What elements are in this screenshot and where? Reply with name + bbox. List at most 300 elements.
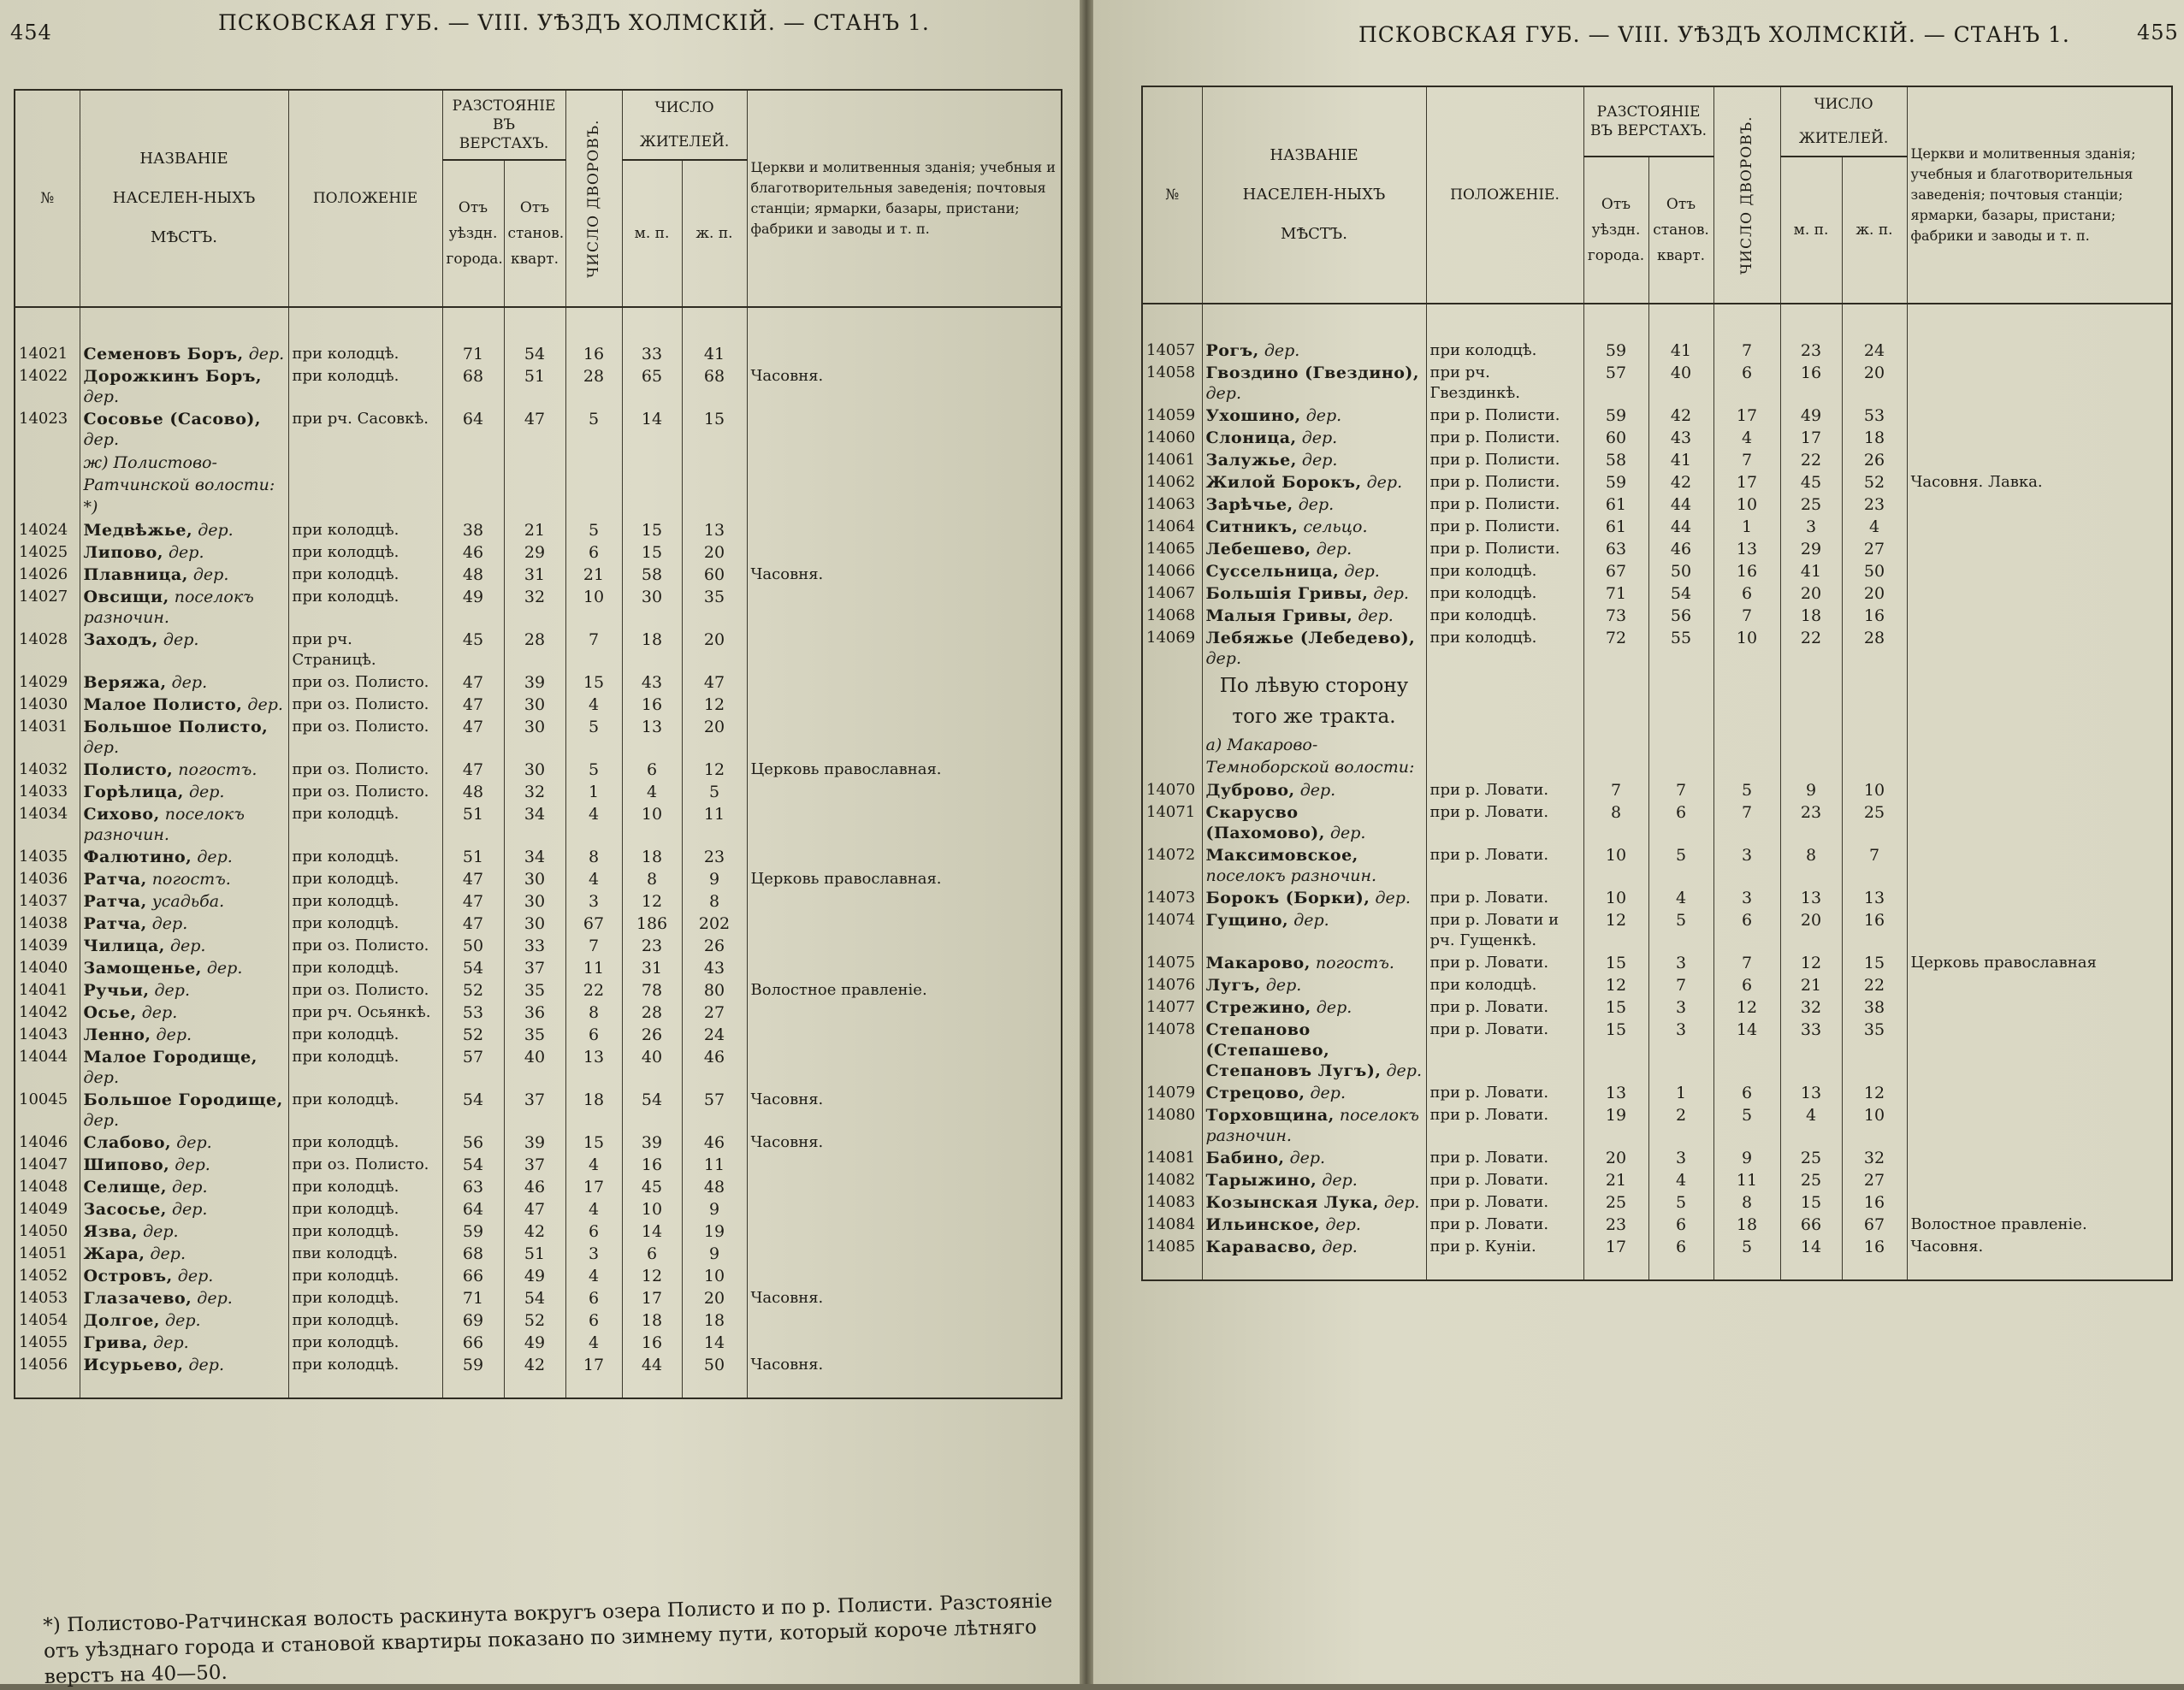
place-name-cell (80, 1131, 288, 1153)
note-cell (747, 934, 1062, 956)
table-row (15, 1220, 1062, 1242)
place-name-cell (80, 1197, 288, 1220)
left-register-table (14, 89, 1062, 1399)
position-cell: при оз. Полисто. (288, 1153, 442, 1175)
distance-town-cell: 47 (442, 867, 504, 889)
female-cell: 46 (682, 1131, 747, 1153)
male-cell: 33 (1780, 1018, 1842, 1081)
households-cell: 1 (1713, 515, 1780, 537)
table-row (15, 956, 1062, 978)
place-name: Долгое, (83, 1311, 160, 1330)
note-cell (1907, 908, 2172, 951)
households-cell: 4 (565, 1197, 622, 1220)
place-name-cell (80, 1286, 288, 1309)
distance-station-cell: 7 (1648, 778, 1713, 801)
households-cell: 7 (1713, 951, 1780, 973)
note-cell (747, 628, 1062, 671)
table-row (15, 758, 1062, 780)
households-cell: 4 (565, 867, 622, 889)
female-cell: 15 (682, 407, 747, 450)
position-cell: при колодцѣ. (288, 1331, 442, 1353)
note-cell (1907, 1018, 2172, 1081)
place-kind: дер. (150, 1244, 186, 1263)
book-gutter (1080, 0, 1093, 1684)
note-cell (1907, 361, 2172, 404)
note-cell (747, 715, 1062, 758)
header-no: № (1142, 86, 1202, 304)
spacer-cell (622, 1375, 682, 1398)
place-kind: дер. (176, 1133, 212, 1152)
place-name-cell (80, 1309, 288, 1331)
row-number: 14082 (1142, 1168, 1202, 1191)
table-row (1142, 1018, 2172, 1081)
header-residents: ЧИСЛО ЖИТЕЛЕЙ. (622, 90, 747, 160)
row-number: 14046 (15, 1131, 80, 1153)
female-cell: 48 (682, 1175, 747, 1197)
header-name: НАЗВАНІЕ НАСЕЛЕН-НЫХЪ МѢСТЪ. (80, 90, 288, 307)
position-cell: при р. Ловати. (1426, 1103, 1583, 1146)
place-kind: дер. (153, 1333, 189, 1352)
note-cell (1907, 778, 2172, 801)
place-kind: дер. (1375, 889, 1411, 907)
distance-town-cell: 53 (442, 1001, 504, 1023)
place-name-cell (80, 628, 288, 671)
female-cell: 15 (1842, 951, 1907, 973)
row-number: 14052 (15, 1264, 80, 1286)
male-cell: 44 (622, 1353, 682, 1375)
female-cell: 22 (1842, 973, 1907, 996)
distance-town-cell: 58 (1583, 448, 1648, 470)
distance-station-cell: 32 (504, 585, 565, 628)
distance-station-cell: 30 (504, 758, 565, 780)
place-name-cell (80, 889, 288, 912)
row-number: 14026 (15, 563, 80, 585)
households-cell: 8 (565, 1001, 622, 1023)
place-name-cell (1202, 1018, 1426, 1081)
row-number: 14053 (15, 1286, 80, 1309)
place-name: Осье, (83, 1003, 137, 1022)
households-cell: 6 (565, 1023, 622, 1045)
note-cell (1907, 448, 2172, 470)
place-name: Язва, (83, 1222, 139, 1241)
position-cell: при оз. Полисто. (288, 671, 442, 693)
place-name-cell (80, 364, 288, 407)
place-kind: дер. (1322, 1171, 1358, 1190)
distance-town-cell: 47 (442, 671, 504, 693)
distance-town-cell: 38 (442, 518, 504, 541)
distance-town-cell: 51 (442, 845, 504, 867)
male-cell: 39 (622, 1131, 682, 1153)
position-cell: при колодцѣ. (1426, 582, 1583, 604)
households-cell: 6 (1713, 361, 1780, 404)
row-number: 14035 (15, 845, 80, 867)
note-cell: Часовня. (747, 1088, 1062, 1131)
row-number: 14049 (15, 1197, 80, 1220)
place-kind: дер. (198, 521, 234, 540)
table-row (1142, 801, 2172, 843)
place-name-cell (80, 342, 288, 364)
spacer-cell (1648, 1257, 1713, 1280)
place-name: Малое Городище, (83, 1048, 257, 1067)
note-cell (747, 845, 1062, 867)
place-kind: дер. (192, 565, 229, 584)
distance-town-cell: 54 (442, 1088, 504, 1131)
position-cell: при р. Ловати. (1426, 1168, 1583, 1191)
place-name: Малое Полисто, (83, 695, 243, 714)
note-cell (747, 889, 1062, 912)
table-row (1142, 1146, 2172, 1168)
place-name: Макарово, (1205, 954, 1311, 972)
table-row (15, 450, 1062, 518)
table-row (1142, 732, 2172, 778)
place-name-cell (1202, 559, 1426, 582)
place-kind: дер. (83, 387, 119, 406)
place-name-cell (80, 956, 288, 978)
place-name: Сихово, (83, 805, 160, 824)
female-cell: 27 (1842, 1168, 1907, 1191)
female-cell: 50 (682, 1353, 747, 1375)
row-number: 14076 (1142, 973, 1202, 996)
position-cell: при р. Ловати. (1426, 778, 1583, 801)
position-cell: при колодцѣ. (288, 518, 442, 541)
place-kind: дер. (1310, 1084, 1347, 1102)
households-cell: 6 (565, 1286, 622, 1309)
place-name-cell (1202, 626, 1426, 669)
position-cell: при р. Ловати. (1426, 801, 1583, 843)
male-cell: 12 (1780, 951, 1842, 973)
header-female: ж. п. (682, 160, 747, 307)
volost-heading: ж) Полистово-Ратчинской волости: *) (80, 450, 288, 518)
male-cell: 65 (622, 364, 682, 407)
right-page (1093, 0, 2184, 1684)
note-cell (747, 1001, 1062, 1023)
female-cell: 14 (682, 1331, 747, 1353)
place-name-cell (80, 1088, 288, 1131)
row-number: 14029 (15, 671, 80, 693)
place-name: Медвѣжье, (83, 521, 193, 540)
spacer-cell (1583, 304, 1648, 339)
header-dist-town: Отъ уѣздн. города. (442, 160, 504, 307)
place-name: Слабово, (83, 1133, 172, 1152)
distance-station-cell: 41 (1648, 448, 1713, 470)
distance-station-cell: 21 (504, 518, 565, 541)
distance-station-cell: 42 (1648, 404, 1713, 426)
table-row (1142, 515, 2172, 537)
male-cell: 14 (1780, 1235, 1842, 1257)
female-cell: 53 (1842, 404, 1907, 426)
female-cell: 23 (1842, 493, 1907, 515)
place-name-cell (80, 1175, 288, 1197)
note-cell (1907, 1168, 2172, 1191)
note-cell (1907, 996, 2172, 1018)
place-name-cell (80, 585, 288, 628)
place-kind: поселокъ разночин. (1205, 1106, 1419, 1145)
place-name-cell (1202, 470, 1426, 493)
distance-town-cell: 48 (442, 780, 504, 802)
distance-station-cell: 6 (1648, 801, 1713, 843)
row-no-cell (15, 450, 80, 518)
male-cell: 12 (622, 1264, 682, 1286)
households-cell: 5 (565, 518, 622, 541)
table-row (1142, 1191, 2172, 1213)
spacer-cell (1583, 1257, 1648, 1280)
position-cell: при р. Полисти. (1426, 537, 1583, 559)
row-number: 14058 (1142, 361, 1202, 404)
place-kind: дер. (197, 1289, 233, 1308)
male-cell: 4 (1780, 1103, 1842, 1146)
place-kind: дер. (143, 1222, 179, 1241)
place-kind: дер. (188, 1356, 224, 1374)
female-cell: 16 (1842, 908, 1907, 951)
distance-town-cell: 59 (1583, 470, 1648, 493)
place-kind: дер. (172, 1178, 208, 1197)
position-cell: при колодцѣ. (288, 342, 442, 364)
note-cell (747, 1023, 1062, 1045)
empty-cell (747, 450, 1062, 518)
male-cell: 22 (1780, 448, 1842, 470)
distance-town-cell: 13 (1583, 1081, 1648, 1103)
male-cell: 25 (1780, 493, 1842, 515)
place-kind: дер. (171, 1200, 208, 1219)
place-name: Замощенье, (83, 959, 202, 978)
place-kind: дер. (1301, 428, 1338, 447)
position-cell: при р. Ловати. (1426, 843, 1583, 886)
row-number: 14027 (15, 585, 80, 628)
table-row (1142, 973, 2172, 996)
households-cell: 16 (1713, 559, 1780, 582)
female-cell: 52 (1842, 470, 1907, 493)
spacer-cell (15, 1375, 80, 1398)
male-cell: 9 (1780, 778, 1842, 801)
position-cell: при колодцѣ. (288, 1023, 442, 1045)
female-cell: 27 (1842, 537, 1907, 559)
male-cell: 78 (622, 978, 682, 1001)
table-row (15, 563, 1062, 585)
place-name-cell (1202, 537, 1426, 559)
distance-town-cell: 25 (1583, 1191, 1648, 1213)
distance-town-cell: 50 (442, 934, 504, 956)
male-cell: 30 (622, 585, 682, 628)
distance-station-cell: 3 (1648, 951, 1713, 973)
row-number: 14043 (15, 1023, 80, 1045)
distance-town-cell: 61 (1583, 493, 1648, 515)
place-kind: дер. (1205, 649, 1241, 668)
note-cell: Волостное правленіе. (747, 978, 1062, 1001)
male-cell: 25 (1780, 1146, 1842, 1168)
position-cell: при р. Ловати. (1426, 886, 1583, 908)
place-name: Глазачево, (83, 1289, 192, 1308)
table-row (1142, 582, 2172, 604)
households-cell: 28 (565, 364, 622, 407)
female-cell: 18 (1842, 426, 1907, 448)
distance-town-cell: 63 (442, 1175, 504, 1197)
place-name: Стрецово, (1205, 1084, 1305, 1102)
row-number: 14033 (15, 780, 80, 802)
table-row (15, 715, 1062, 758)
note-cell (747, 342, 1062, 364)
table-row (15, 541, 1062, 563)
place-name: Жара, (83, 1244, 145, 1263)
spacer-row (15, 307, 1062, 342)
table-row (15, 978, 1062, 1001)
distance-town-cell: 68 (442, 364, 504, 407)
spacer-cell (1713, 304, 1780, 339)
distance-station-cell: 39 (504, 1131, 565, 1153)
distance-town-cell: 72 (1583, 626, 1648, 669)
distance-station-cell: 51 (504, 1242, 565, 1264)
place-name: Лебешево, (1205, 540, 1311, 558)
households-cell: 6 (565, 1309, 622, 1331)
female-cell: 16 (1842, 1191, 1907, 1213)
place-kind: дер. (165, 1311, 201, 1330)
position-cell: при колодцѣ. (288, 956, 442, 978)
female-cell: 20 (1842, 582, 1907, 604)
female-cell: 80 (682, 978, 747, 1001)
spacer-cell (1842, 1257, 1907, 1280)
distance-town-cell: 56 (442, 1131, 504, 1153)
place-name: Торховщина, (1205, 1106, 1335, 1125)
distance-town-cell: 59 (1583, 339, 1648, 361)
note-cell (747, 1175, 1062, 1197)
place-kind: дер. (1264, 341, 1300, 360)
distance-station-cell: 54 (504, 1286, 565, 1309)
row-number: 14062 (1142, 470, 1202, 493)
distance-station-cell: 44 (1648, 515, 1713, 537)
distance-station-cell: 3 (1648, 996, 1713, 1018)
male-cell: 18 (1780, 604, 1842, 626)
row-number: 14077 (1142, 996, 1202, 1018)
place-name-cell (1202, 886, 1426, 908)
male-cell: 10 (622, 1197, 682, 1220)
table-row (15, 1001, 1062, 1023)
male-cell: 16 (1780, 361, 1842, 404)
empty-cell (565, 450, 622, 518)
left-page-number: 454 (10, 21, 52, 44)
table-row (1142, 1213, 2172, 1235)
row-number: 14065 (1142, 537, 1202, 559)
place-name-cell (80, 1045, 288, 1088)
row-number: 14022 (15, 364, 80, 407)
table-row (15, 934, 1062, 956)
place-name-cell (80, 912, 288, 934)
male-cell: 26 (622, 1023, 682, 1045)
place-name: Исурьево, (83, 1356, 184, 1374)
empty-cell (1426, 732, 1583, 778)
place-kind: дер. (1298, 495, 1335, 514)
place-kind: дер. (175, 1155, 210, 1174)
households-cell: 9 (1713, 1146, 1780, 1168)
table-row (15, 1286, 1062, 1309)
place-name: Ленно, (83, 1025, 151, 1044)
position-cell: при колодцѣ. (288, 867, 442, 889)
distance-town-cell: 54 (442, 956, 504, 978)
position-cell: при р. Ловати. (1426, 1018, 1583, 1081)
male-cell: 10 (622, 802, 682, 845)
distance-town-cell: 71 (442, 1286, 504, 1309)
position-cell: при колодцѣ. (288, 563, 442, 585)
note-cell (747, 518, 1062, 541)
households-cell: 16 (565, 342, 622, 364)
note-cell (747, 1153, 1062, 1175)
distance-town-cell: 52 (442, 1023, 504, 1045)
place-name-cell (80, 541, 288, 563)
female-cell: 57 (682, 1088, 747, 1131)
spacer-cell (1842, 304, 1907, 339)
female-cell: 43 (682, 956, 747, 978)
right-register-table (1141, 86, 2173, 1281)
female-cell: 18 (682, 1309, 747, 1331)
row-number: 14036 (15, 867, 80, 889)
distance-station-cell: 3 (1648, 1018, 1713, 1081)
households-cell: 7 (1713, 604, 1780, 626)
spacer-cell (288, 307, 442, 342)
households-cell: 6 (1713, 973, 1780, 996)
note-cell: Часовня. (747, 1286, 1062, 1309)
place-name: Семеновъ Боръ, (83, 345, 244, 363)
note-cell (1907, 801, 2172, 843)
position-cell: при р. Полисти. (1426, 515, 1583, 537)
distance-town-cell: 19 (1583, 1103, 1648, 1146)
place-name: Скарусво (Пахомово), (1205, 803, 1325, 842)
row-number: 14032 (15, 758, 80, 780)
position-cell: при р. Ловати. (1426, 1146, 1583, 1168)
right-running-title: ПСКОВСКАЯ ГУБ. — VIII. УѢЗДЪ ХОЛМСКІЙ. — СТАНЪ 1. (1358, 22, 2070, 47)
row-number: 14031 (15, 715, 80, 758)
left-page (0, 0, 1080, 1688)
place-kind: дер. (1366, 473, 1403, 492)
female-cell: 9 (682, 1197, 747, 1220)
distance-station-cell: 6 (1648, 1213, 1713, 1235)
households-cell: 6 (1713, 1081, 1780, 1103)
spacer-cell (565, 1375, 622, 1398)
male-cell: 15 (1780, 1191, 1842, 1213)
spacer-cell (1780, 1257, 1842, 1280)
row-number: 14047 (15, 1153, 80, 1175)
male-cell: 20 (1780, 908, 1842, 951)
place-name: Зарѣчье, (1205, 495, 1293, 514)
position-cell: при р. Ловати. (1426, 996, 1583, 1018)
position-cell: пви колодцѣ. (288, 1242, 442, 1264)
distance-town-cell: 15 (1583, 996, 1648, 1018)
place-name-cell (80, 1220, 288, 1242)
place-name-cell (80, 1264, 288, 1286)
empty-cell (1583, 669, 1648, 732)
spacer-cell (747, 307, 1062, 342)
male-cell: 40 (622, 1045, 682, 1088)
row-number: 14070 (1142, 778, 1202, 801)
row-no-cell (1142, 669, 1202, 732)
place-kind: дер. (154, 981, 191, 1000)
note-cell: Церковь православная (1907, 951, 2172, 973)
table-row (15, 364, 1062, 407)
households-cell: 7 (565, 934, 622, 956)
distance-town-cell: 12 (1583, 908, 1648, 951)
note-cell (747, 541, 1062, 563)
place-kind: дер. (83, 430, 119, 449)
table-row (1142, 1168, 2172, 1191)
note-cell (747, 956, 1062, 978)
households-cell: 14 (1713, 1018, 1780, 1081)
distance-station-cell: 6 (1648, 1235, 1713, 1257)
distance-town-cell: 73 (1583, 604, 1648, 626)
position-cell: при рч. Осьянкѣ. (288, 1001, 442, 1023)
households-cell: 3 (565, 1242, 622, 1264)
position-cell: при колодцѣ. (288, 802, 442, 845)
note-cell (1907, 1081, 2172, 1103)
male-cell: 23 (622, 934, 682, 956)
position-cell: при р. Полисти. (1426, 470, 1583, 493)
note-cell (1907, 626, 2172, 669)
